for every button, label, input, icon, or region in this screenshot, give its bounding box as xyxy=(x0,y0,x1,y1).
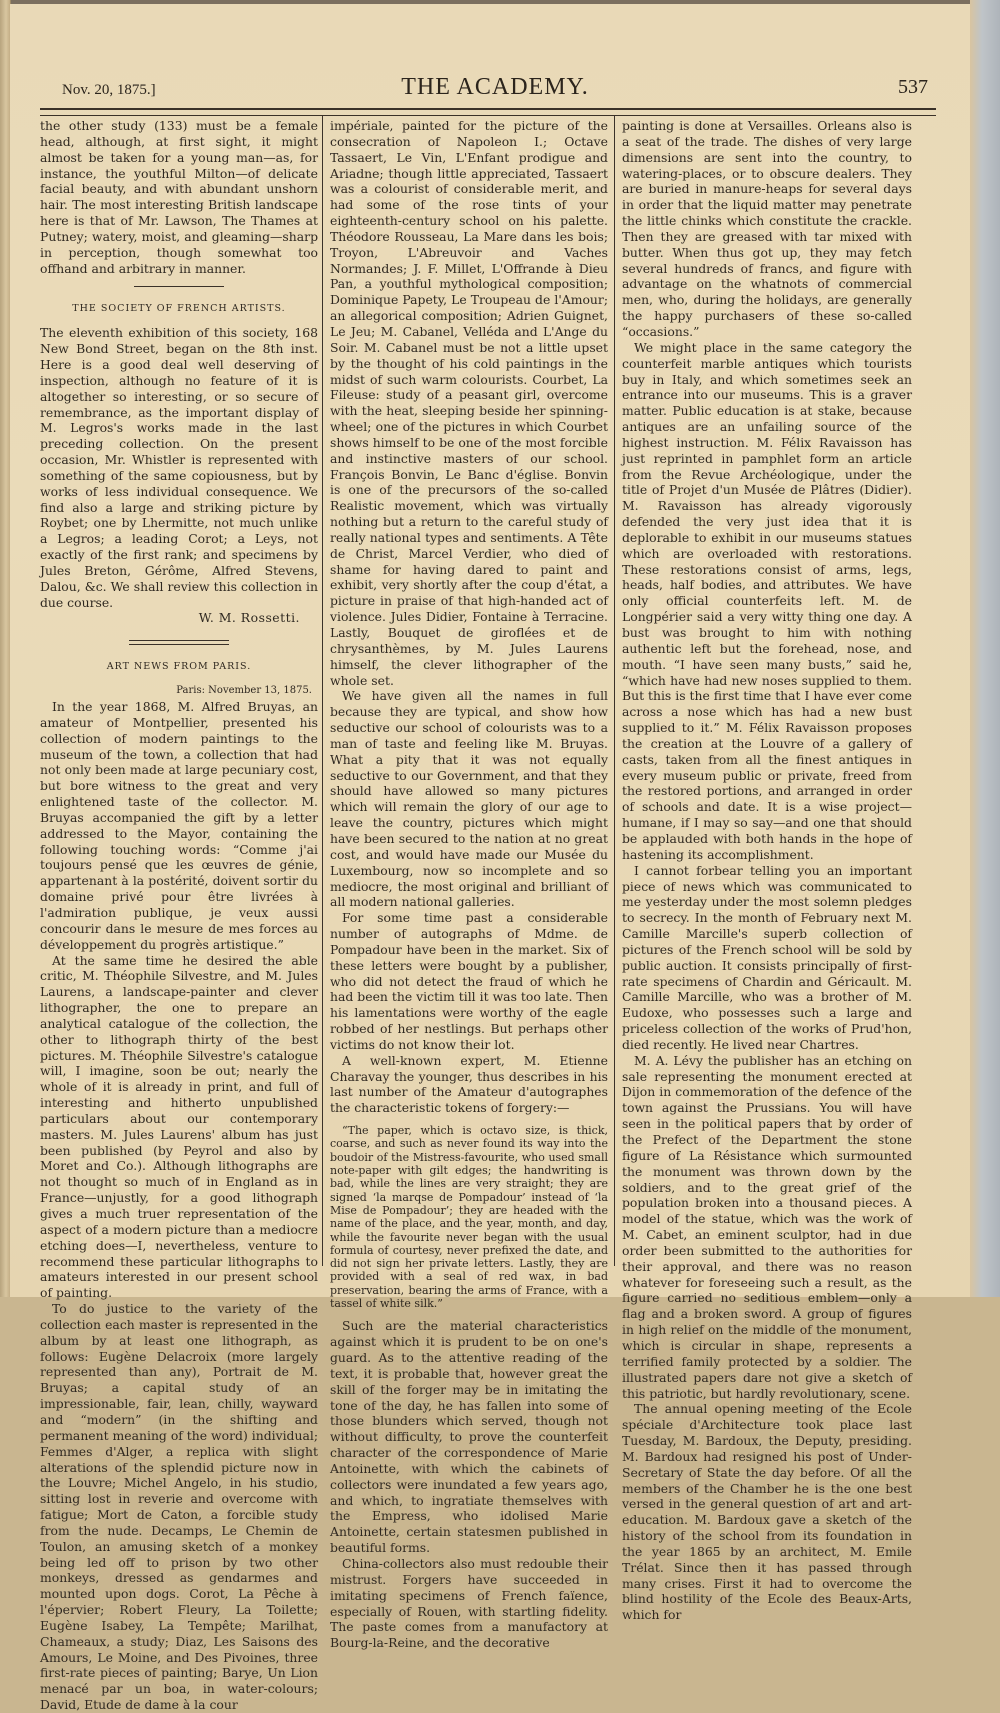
page-number: 537 xyxy=(898,76,928,98)
column-divider xyxy=(614,116,615,1266)
masthead-double-rule xyxy=(40,108,936,116)
paragraph: To do justice to the variety of the collection each master is represented in the album by at least one lithograph, as follows: Eugène Delacroix (more largely represented than any), Portrait de M. Bruyas; a capital study of an impressionable, fair, lean, chilly, wayward and “modern” (in the shifting and permanent meaning of the word) individual; Femmes d'Alger, a replica with slight alterations of the splendid picture now in the Louvre; Michel Angelo, in his studio, sitting lost in reverie and overcome with fatigue; Mort de Caton, a forcible study from the nude. Decamps, Le Chemin de Toulon, an amusing sketch of a monkey being led off to prison by two other monkeys, dressed as gendarmes and mounted upon dogs. Corot, La Pêche à l'épervier; Robert Fleury, La Toilette; Eugène Isabey, La Tempête; Marilhat, Chameaux, a study; Diaz, Les Saisons des Amours, Le Moine, and Des Pivoines, three first-rate pieces of painting; Barye, Un Lion menacé par un boa, in water-colours; David, Etude de dame à la cour xyxy=(40,1301,318,1713)
issue-date: Nov. 20, 1875.] xyxy=(62,82,156,98)
article-continuation: the other study (133) must be a female head, although, at first sight, it might almost be taken for a young man—as, for instance, the youthful Milton—of delicate facial beauty, and with abundant unshorn hair. The most interesting British landscape here is that of Mr. Lawson, The Thames at Putney; watery, moist, and gleaming—sharp in perception, though somewhat too offhand and arbitrary in manner. xyxy=(40,118,318,276)
section-heading-art-news-paris: ART NEWS FROM PARIS. xyxy=(106,661,252,673)
paragraph: China-collectors also must redouble their mistrust. Forgers have succeeded in imitating specimens of French faïence, especially of Rouen, with startling fidelity. The paste comes from a manufactory at Bourg-la-Reine, and the decorative xyxy=(330,1555,608,1651)
paragraph: I cannot forbear telling you an important piece of news which was communicated to me yesterday under the most solemn pledges to secrecy. In the month of February next M. Camille Marcille's superb collection of pictures of the French school will be sold by public auction. It consists principally of first-rate specimens of Chardin and Géricault. M. Camille Marcille, who was a brother of M. Eudoxe, who possesses such a large and priceless collection of the works of Prud'hon, died recently. He lived near Chartres. xyxy=(622,862,912,1052)
section-heading-french-artists: THE SOCIETY OF FRENCH ARTISTS. xyxy=(72,303,286,315)
paragraph: M. A. Lévy the publisher has an etching on sale representing the monument erected at Dijon in commemoration of the defence of the town against the Prussians. You will have seen in the political papers that by order of the Prefect of the Department the stone figure of La Résistance which surmounted the monument was thrown down by the soldiers, and to the great grief of the population broken into a thousand pieces. A model of the statue, which was the work of M. Cabet, an eminent sculptor, had in due order been submitted to the authorities for their approval, and there was no reason whatever for foreseeing such a result, as the figure carried no seditious emblem—only a flag and a broken sword. A group of figures in high relief on the middle of the monument, which is circular in shape, represents a terrified family protected by a soldier. The illustrated papers dare not give a sketch of this patriotic, but hardly revolutionary, scene. xyxy=(622,1052,912,1401)
quote-text: “The paper, which is octavo size, is thick, coarse, and such as never found its way into the boudoir of the Mistress-favourite, who used small note-paper with gilt edges; the handwriting is bad, while the lines are very straight; they are signed ‘la marqse de Pompadour’ instead of ‘la Mise de Pompadour’; they are headed with the name of the place, and the year, month, and day, while the favourite never began with the usual formula of courtesy, never prefixed the date, and did not sign her private letters. Lastly, they are provided with a seal of red wax, in bad preservation, bearing the arms of France, with a tassel of white silk.” xyxy=(330,1124,608,1311)
author-signature: W. M. Rossetti. xyxy=(198,610,300,626)
column-divider xyxy=(322,116,323,1266)
paragraph: We might place in the same category the counterfeit marble antiques which tourists buy in Italy, and which sometimes seek an entrance into our museums. This is a graver matter. Public education is at stake, because antiques are an unfailing source of the highest instruction. M. Félix Ravaisson has just reprinted in pamphlet form an article from the Revue Archéologique, under the title of Projet d'un Musée de Plâtres (Didier). M. Ravaisson has already vigorously defended the very just idea that it is deplorable to exhibit in our museums statues which are overloaded with restorations. These restorations consist of arms, legs, heads, half bodies, and attributes. We have only official counterfeits left. M. de Longpérier said a very witty thing one day. A bust was brought to him with nothing authentic left but the forehead, nose, and mouth. “I have seen many busts,” said he, “which have had new noses supplied to them. But this is the first time that I have ever come across a nose which has had a new bust supplied to it.” M. Félix Ravaisson proposes the creation at the Louvre of a gallery of casts, taken from all the finest antiques in every museum public or private, freed from the restored portions, and arranged in order of schools and date. It is a wise project—humane, if I may so say—and one that should be applauded with both hands in the hope of hastening its accomplishment. xyxy=(622,339,912,862)
paragraph: impériale, painted for the picture of the consecration of Napoleon I.; Octave Tassaert, Le Vin, L'Enfant prodigue and Ariadne; though little appreciated, Tassaert was a colourist of considerable merit, and had some of the rose tints of your eighteenth-century school on his palette. Théodore Rousseau, La Mare dans les bois; Troyon, L'Abreuvoir and Vaches Normandes; J. F. Millet, L'Offrande à Dieu Pan, a youthful mythological composition; Dominique Papety, Le Troupeau de l'Amour; an allegorical composition; Adrien Guignet, Le Jeu; M. Cabanel, Velléda and L'Ange du Soir. M. Cabanel must be not a little upset by the thought of his cold paintings in the midst of such warm colourists. Courbet, La Fileuse: study of a peasant girl, overcome with the heat, sleeping beside her spinning-wheel; one of the pictures in which Courbet shows himself to be one of the most forcible and instinctive masters of our school. François Bonvin, Le Banc d'église. Bonvin is one of the precursors of the so-called Realistic movement, which was virtually nothing but a return to the careful study of really national types and sentiments. A Tête de Christ, Marcel Verdier, who died of shame for having dared to paint and exhibit, very shortly after the coup d'état, a picture in praise of that high-handed act of violence. Jules Didier, Fontaine à Terracine. Lastly, Bouquet de giroflées et de chrysanthèmes, by M. Jules Laurens himself, the clever lithographer of the whole set. xyxy=(330,118,608,688)
column-3 xyxy=(622,118,912,1623)
newspaper-page xyxy=(10,4,970,1713)
paragraph: In the year 1868, M. Alfred Bruyas, an amateur of Montpellier, presented his collection of modern paintings to the museum of the town, a collection that had not only been made at large pecuniary cost, but bore witness to the great and very enlightened taste of the collector. M. Bruyas accompanied the gift by a letter addressed to the Mayor, containing the following touching words: “Comme j'ai toujours pensé que les œuvres de génie, appartenant à la postérité, doivent sortir du domaine privé pour être livrées à l'admiration publique, je veux aussi concourir dans le mesure de mes forces au développement du progrès artistique.” xyxy=(40,699,318,952)
section-separator xyxy=(134,286,224,287)
french-artists-body: The eleventh exhibition of this society, 168 New Bond Street, began on the 8th inst. Here is a good deal well deserving of inspection, although no feature of it is altogether so interesting, or so secure of remembrance, as the important display of M. Legros's works made in the last preceding collection. On the present occasion, Mr. Whistler is represented with something of the same copiousness, but by works of less individual consequence. We find also a large and striking picture by Roybet; one by Lhermitte, not much unlike a Legros; a leading Corot; a Leys, not exactly of the first rank; and specimens by Jules Breton, Gérôme, Alfred Stevens, Dalou, &c. We shall review this collection in due course. xyxy=(40,325,318,610)
scan-right-margin xyxy=(970,0,1000,1297)
paragraph: Such are the material characteristics against which it is prudent to be on one's guard. As to the attentive reading of the text, it is probable that, however great the skill of the forger may be in imitating the tone of the day, he has fallen into some of those blunders which served, though not without difficulty, to prove the counterfeit character of the correspondence of Marie Antoinette, with which the cabinets of collectors were inundated a few years ago, and which, to ingratiate themselves with the Empress, who idolised Marie Antoinette, certain statesmen published in beautiful forms. xyxy=(330,1318,608,1556)
masthead xyxy=(62,74,928,104)
block-quote xyxy=(330,1124,608,1310)
dateline: Paris: November 13, 1875. xyxy=(176,685,312,697)
column-1 xyxy=(40,118,318,1713)
column-2 xyxy=(330,118,608,1651)
paragraph: A well-known expert, M. Etienne Charavay the younger, thus describes in his last number of the Amateur d'autographes the characteristic tokens of forgery:— xyxy=(330,1052,608,1116)
paragraph: painting is done at Versailles. Orleans also is a seat of the trade. The dishes of very large dimensions are sent into the country, to watering-places, or to obscure dealers. They are buried in manure-heaps for several days in order that the liquid matter may penetrate the little chinks which constitute the crackle. Then they are greased with tar mixed with butter. When thus got up, they may fetch several hundreds of francs, and figure with advantage on the whatnots of commercial men, who, during the holidays, are generally the happy purchasers of these so-called “occasions.” xyxy=(622,118,912,339)
publication-title: THE ACADEMY. xyxy=(401,74,589,100)
article-separator xyxy=(129,640,229,645)
paragraph: For some time past a considerable number of autographs of Mdme. de Pompadour have been in the market. Six of these letters were bought by a publisher, who did not detect the fraud of which he had been the victim till it was too late. Then his lamentations were worthy of the eagle robbed of her nestlings. But perhaps other victims do not know their lot. xyxy=(330,910,608,1052)
paragraph: We have given all the names in full because they are typical, and show how seductive our school of colourists was to a man of taste and feeling like M. Bruyas. What a pity that it was not equally seductive to our Government, and that they should have allowed so many pictures which will remain the glory of our age to leave the country, pictures which might have been secured to the nation at no great cost, and would have made our Musée du Luxembourg, now so incomplete and so mediocre, the most original and brilliant of all modern national galleries. xyxy=(330,688,608,910)
paragraph: At the same time he desired the able critic, M. Théophile Silvestre, and M. Jules Laurens, a landscape-painter and clever lithographer, the one to prepare an analytical catalogue of the collection, the other to lithograph thirty of the best pictures. M. Théophile Silvestre's catalogue will, I imagine, soon be out; nearly the whole of it is already in print, and full of interesting and hitherto unpublished particulars about our contemporary masters. M. Jules Laurens' album has just been published (by Peyrol and also by Moret and Co.). Although lithographs are not thought so much of in England as in France—unjustly, for a good lithograph gives a much truer representation of the aspect of a modern picture than a mediocre etching does—I, nevertheless, venture to recommend these particular lithographs to amateurs interested in our present school of painting. xyxy=(40,952,318,1301)
paragraph: The annual opening meeting of the Ecole spéciale d'Architecture took place last Tuesday, M. Bardoux, the Deputy, presiding. M. Bardoux had resigned his post of Under-Secretary of State the day before. Of all the members of the Chamber he is the one best versed in the general question of art and art-education. M. Bardoux gave a sketch of the history of the school from its foundation in the year 1865 by an architect, M. Emile Trélat. Since then it has passed through many crises. First it had to overcome the blind hostility of the Ecole des Beaux-Arts, which for xyxy=(622,1401,912,1623)
